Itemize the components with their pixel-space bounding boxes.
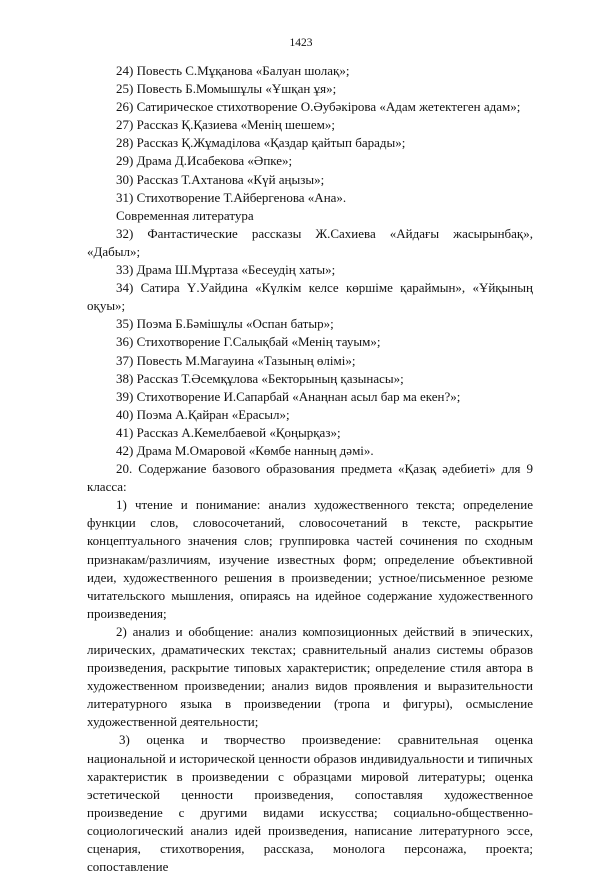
section-20-heading: 20. Содержание базового образования предмета «Қазақ әдебиеті» для 9 класса: (87, 461, 533, 495)
list-item: 35) Поэма Б.Бәмішұлы «Оспан батыр»; (116, 316, 334, 332)
paragraph-analysis-generalization: 2) анализ и обобщение: анализ композиционных действий в эпических, лирических, драматических текстах; сравнительный анализ системы образов произведения, раскрытие типовых характеристик; определение стиля автора в художественном произведении; анализ видов проявления и выразительности литературного языка в произведении (тропа и фигуры), осмысление художественной деятельности; (87, 623, 533, 730)
literature-list-classic (87, 62, 533, 207)
list-item: 41) Рассказ А.Кемелбаевой «Қоңырқаз»; (116, 424, 341, 440)
paragraph-evaluation-creativity: 3) оценка и творчество произведение: сравнительная оценка национальной и исторической ценности образов индивидуальности и типичных характеристик в произведении с образцами мировой литературы; оценка эстетической ценности произведения, сопоставляя художественное произведение с другими видами искусства; социально-общественно-социологический анализ идей произведения, написание литературного эссе, сценария, стихотворения, рассказа, монолога персонажа, проекта; сопоставление (87, 732, 533, 875)
list-item: 29) Драма Д.Исабекова «Әпке»; (116, 153, 293, 169)
list-item: 42) Драма М.Омаровой «Көмбе нанның дәмі». (116, 442, 374, 458)
list-item: 31) Стихотворение Т.Айбергенова «Ана». (116, 189, 347, 205)
section-heading-modern-literature: Современная литература (116, 207, 254, 223)
document-body (87, 62, 533, 876)
list-item: 24) Повесть С.Мұқанова «Балуан шолақ»; (116, 63, 350, 78)
list-item: 32) Фантастические рассказы Ж.Сахиева «Айдағы жасырынбақ», «Дабыл»; (87, 225, 533, 259)
list-item: 26) Сатирическое стихотворение О.Әубәкірова «Адам жетектеген адам»; (116, 99, 521, 115)
list-item: 33) Драма Ш.Мұртаза «Бесеудің хаты»; (116, 262, 336, 278)
list-item: 39) Стихотворение И.Сапарбай «Анаңнан асыл бар ма екен?»; (116, 388, 461, 404)
paragraph-reading-understanding: 1) чтение и понимание: анализ художественного текста; определение функции слов, словосочетаний, словосочетаний в тексте, раскрытие концептуального значения слов; группировка частей сочинения по сходным признакам/различиям, изучение известных форм; определение объективной идеи, художественного решения в произведении; устное/письменное резюме читательского мышления, опираясь на идейное содержание художественного произведения; (87, 497, 533, 621)
list-item: 36) Стихотворение Г.Салықбай «Менің тауым»; (116, 334, 381, 350)
page-number: 1423 (289, 37, 313, 49)
list-item: 38) Рассказ Т.Әсемқұлова «Бекторының қазынасы»; (116, 370, 404, 386)
list-item: 25) Повесть Б.Момышұлы «Ұшқан ұя»; (116, 81, 337, 97)
list-item: 40) Поэма А.Қайран «Ерасыл»; (116, 406, 290, 422)
list-item: 28) Рассказ Қ.Жұмаділова «Қаздар қайтып барады»; (116, 135, 406, 151)
list-item: 30) Рассказ Т.Ахтанова «Күй аңызы»; (116, 171, 325, 187)
literature-list-modern (87, 225, 533, 460)
list-item: 34) Сатира Ү.Уайдина «Күлкім келсе көршіме қараймын», «Ұйқының оқуы»; (87, 280, 533, 314)
list-item: 37) Повесть М.Магауина «Тазының өлімі»; (116, 352, 356, 368)
list-item: 27) Рассказ Қ.Қазиева «Менің шешем»; (116, 117, 335, 133)
